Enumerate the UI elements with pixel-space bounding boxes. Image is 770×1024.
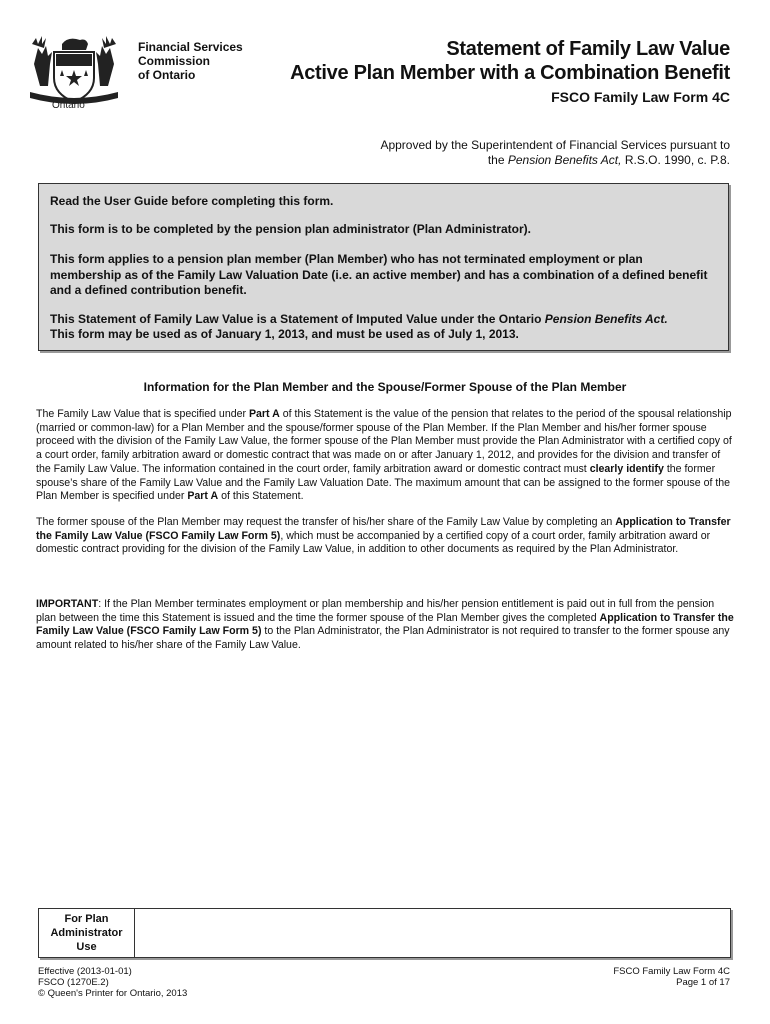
information-heading: Information for the Plan Member and the Spouse/Former Spouse of the Plan Member xyxy=(143,380,627,394)
notice-box xyxy=(38,183,729,351)
agency-name-line-1: Financial Services xyxy=(138,40,243,54)
agency-name-line-2: Commission xyxy=(138,54,211,68)
footer-copyright: © Queen's Printer for Ontario, 2013 xyxy=(38,988,188,999)
form-title: Statement of Family Law Value xyxy=(446,38,730,60)
plan-administrator-use-field[interactable] xyxy=(136,909,730,957)
footer-form-name: FSCO Family Law Form 4C xyxy=(613,966,730,977)
info-paragraph-2: The former spouse of the Plan Member may request the transfer of his/her share of the Family Law Value by completing an Application to Transfer the Family Law Value (FSCO Family Law Form 5), which must be accompanied by a certified copy of a court order, family arbitration award or domestic contract providing for the division of the Family Law Value, in addition to other documents as required by the Plan Administrator. xyxy=(36,516,731,556)
notice-imputed-value: This Statement of Family Law Value is a Statement of Imputed Value under the Ontario Pension Benefits Act. xyxy=(50,312,668,326)
important-paragraph: IMPORTANT: If the Plan Member terminates employment or plan membership and his/her pension entitlement is paid out in full from the pension plan between the time this Statement is issued and the time the former spouse of the Plan Member gives the completed Application to Transfer the Family Law Value (FSCO Family Law Form 5) to the Plan Administrator, the Plan Administrator is not required to transfer to the former spouse any amount related to his/her share of the Family Law Value. xyxy=(36,598,734,652)
notice-effective-dates: This form may be used as of January 1, 2013, and must be used as of July 1, 2013. xyxy=(50,327,519,341)
footer-page-number: Page 1 of 17 xyxy=(676,977,730,988)
footer-form-code: FSCO (1270E.2) xyxy=(38,977,109,988)
form-subtitle: Active Plan Member with a Combination Benefit xyxy=(290,62,730,84)
footer-right xyxy=(613,966,730,988)
logo-caption: Ontario xyxy=(52,100,85,111)
agency-name-line-3: of Ontario xyxy=(138,68,196,82)
pension-benefits-act-citation: Pension Benefits Act, xyxy=(507,153,622,167)
form-number: FSCO Family Law Form 4C xyxy=(551,89,730,105)
plan-administrator-use-box xyxy=(38,908,731,958)
plan-administrator-use-label: For Plan Administrator Use xyxy=(39,909,135,957)
info-paragraph-1: The Family Law Value that is specified under Part A of this Statement is the value of the pension that relates to the period of the spousal relationship (married or common-law) for a Plan Member and the spouse/former spouse of the Plan Member. If the Plan Member and his/her former spouse proceed with the division of the Family Law Value, the former spouse of the Plan Member must provide the Plan Administrator with a certified copy of a court order, family arbitration award or domestic contract that was made on or after January 1, 2012, and provides for the division and transfer of the Family Law Value. The information contained in the court order, family arbitration award or domestic contract must clearly identify the former spouse’s share of the Family Law Value and the Family Law Valuation Date. The maximum amount that can be assigned to the former spouse of the Plan Member is specified under Part A of this Statement. xyxy=(36,408,732,503)
footer-left xyxy=(38,966,187,999)
approval-line-2: the Pension Benefits Act, R.S.O. 1990, c. P.8. xyxy=(487,153,730,167)
footer-effective-date: Effective (2013-01-01) xyxy=(38,966,132,977)
approval-line-1: Approved by the Superintendent of Financial Services pursuant to xyxy=(380,138,730,152)
notice-user-guide: Read the User Guide before completing this form. xyxy=(50,194,334,208)
notice-plan-administrator: This form is to be completed by the pension plan administrator (Plan Administrator). xyxy=(50,222,531,236)
notice-applicability: This form applies to a pension plan member (Plan Member) who has not terminated employment or plan membership as of the Family Law Valuation Date (i.e. an active member) and has a combination of a defined benefit and a defined contribution benefit. xyxy=(50,252,708,297)
